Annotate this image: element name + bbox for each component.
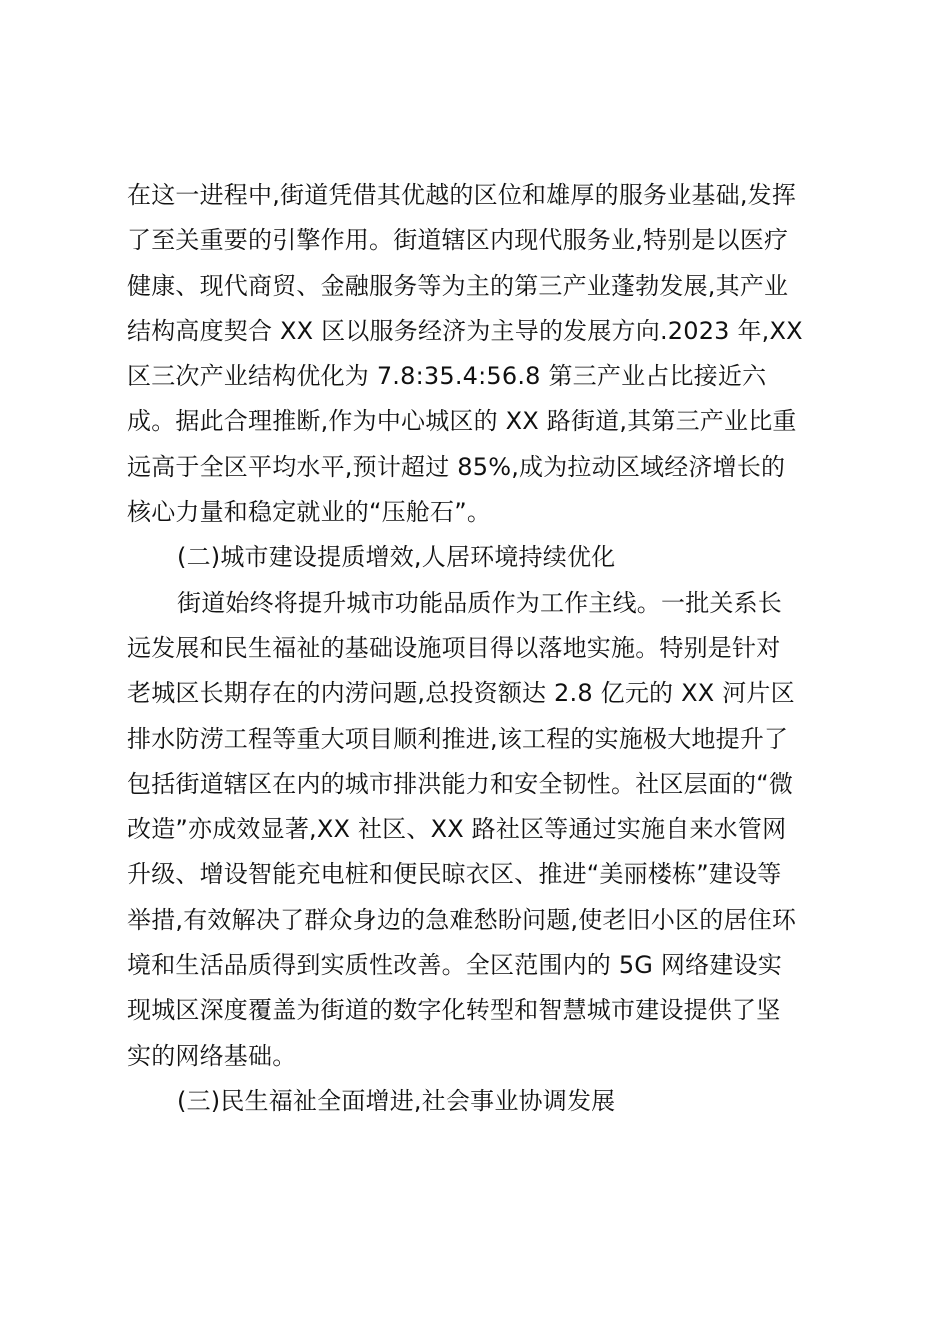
- text-line: 排水防涝工程等重大项目顺利推进,该工程的实施极大地提升了: [127, 724, 789, 753]
- text-line: 升级、增设智能充电桩和便民晾衣区、推进“美丽楼栋”建设等: [127, 860, 782, 889]
- text-line: 了至关重要的引擎作用。街道辖区内现代服务业,特别是以医疗: [127, 226, 789, 255]
- text-line: 健康、现代商贸、金融服务等为主的第三产业蓬勃发展,其产业: [127, 271, 789, 300]
- text-line: 包括街道辖区在内的城市排洪能力和安全韧性。社区层面的“微: [127, 769, 794, 798]
- section-heading: (三)民生福祉全面增进,社会事业协调发展: [177, 1086, 616, 1115]
- text-line: 在这一进程中,街道凭借其优越的区位和雄厚的服务业基础,发挥: [127, 181, 797, 209]
- text-line: 结构高度契合 XX 区以服务经济为主导的发展方向.2023 年,XX: [127, 316, 803, 345]
- text-line: 老城区长期存在的内涝问题,总投资额达 2.8 亿元的 XX 河片区: [127, 679, 795, 708]
- text-line: 远发展和民生福祉的基础设施项目得以落地实施。特别是针对: [127, 633, 781, 662]
- section-heading: (二)城市建设提质增效,人居环境持续优化: [177, 543, 616, 572]
- text-line: 核心力量和稳定就业的“压舱石”。: [127, 498, 492, 527]
- text-line: 区三次产业结构优化为 7.8:35.4:56.8 第三产业占比接近六: [127, 362, 767, 391]
- text-line: 远高于全区平均水平,预计超过 85%,成为拉动区域经济增长的: [127, 452, 786, 481]
- document-body: [127, 173, 837, 1124]
- text-line: 街道始终将提升城市功能品质作为工作主线。一批关系长: [177, 588, 782, 617]
- text-line: 境和生活品质得到实质性改善。全区范围内的 5G 网络建设实: [127, 951, 782, 980]
- text-line: 改造”亦成效显著,XX 社区、XX 路社区等通过实施自来水管网: [127, 815, 787, 844]
- text-line: 现城区深度覆盖为街道的数字化转型和智慧城市建设提供了坚: [127, 996, 781, 1025]
- text-line: 实的网络基础。: [127, 1041, 297, 1070]
- text-line: 举措,有效解决了群众身边的急难愁盼问题,使老旧小区的居住环: [127, 905, 797, 934]
- text-line: 成。据此合理推断,作为中心城区的 XX 路街道,其第三产业比重: [127, 407, 797, 436]
